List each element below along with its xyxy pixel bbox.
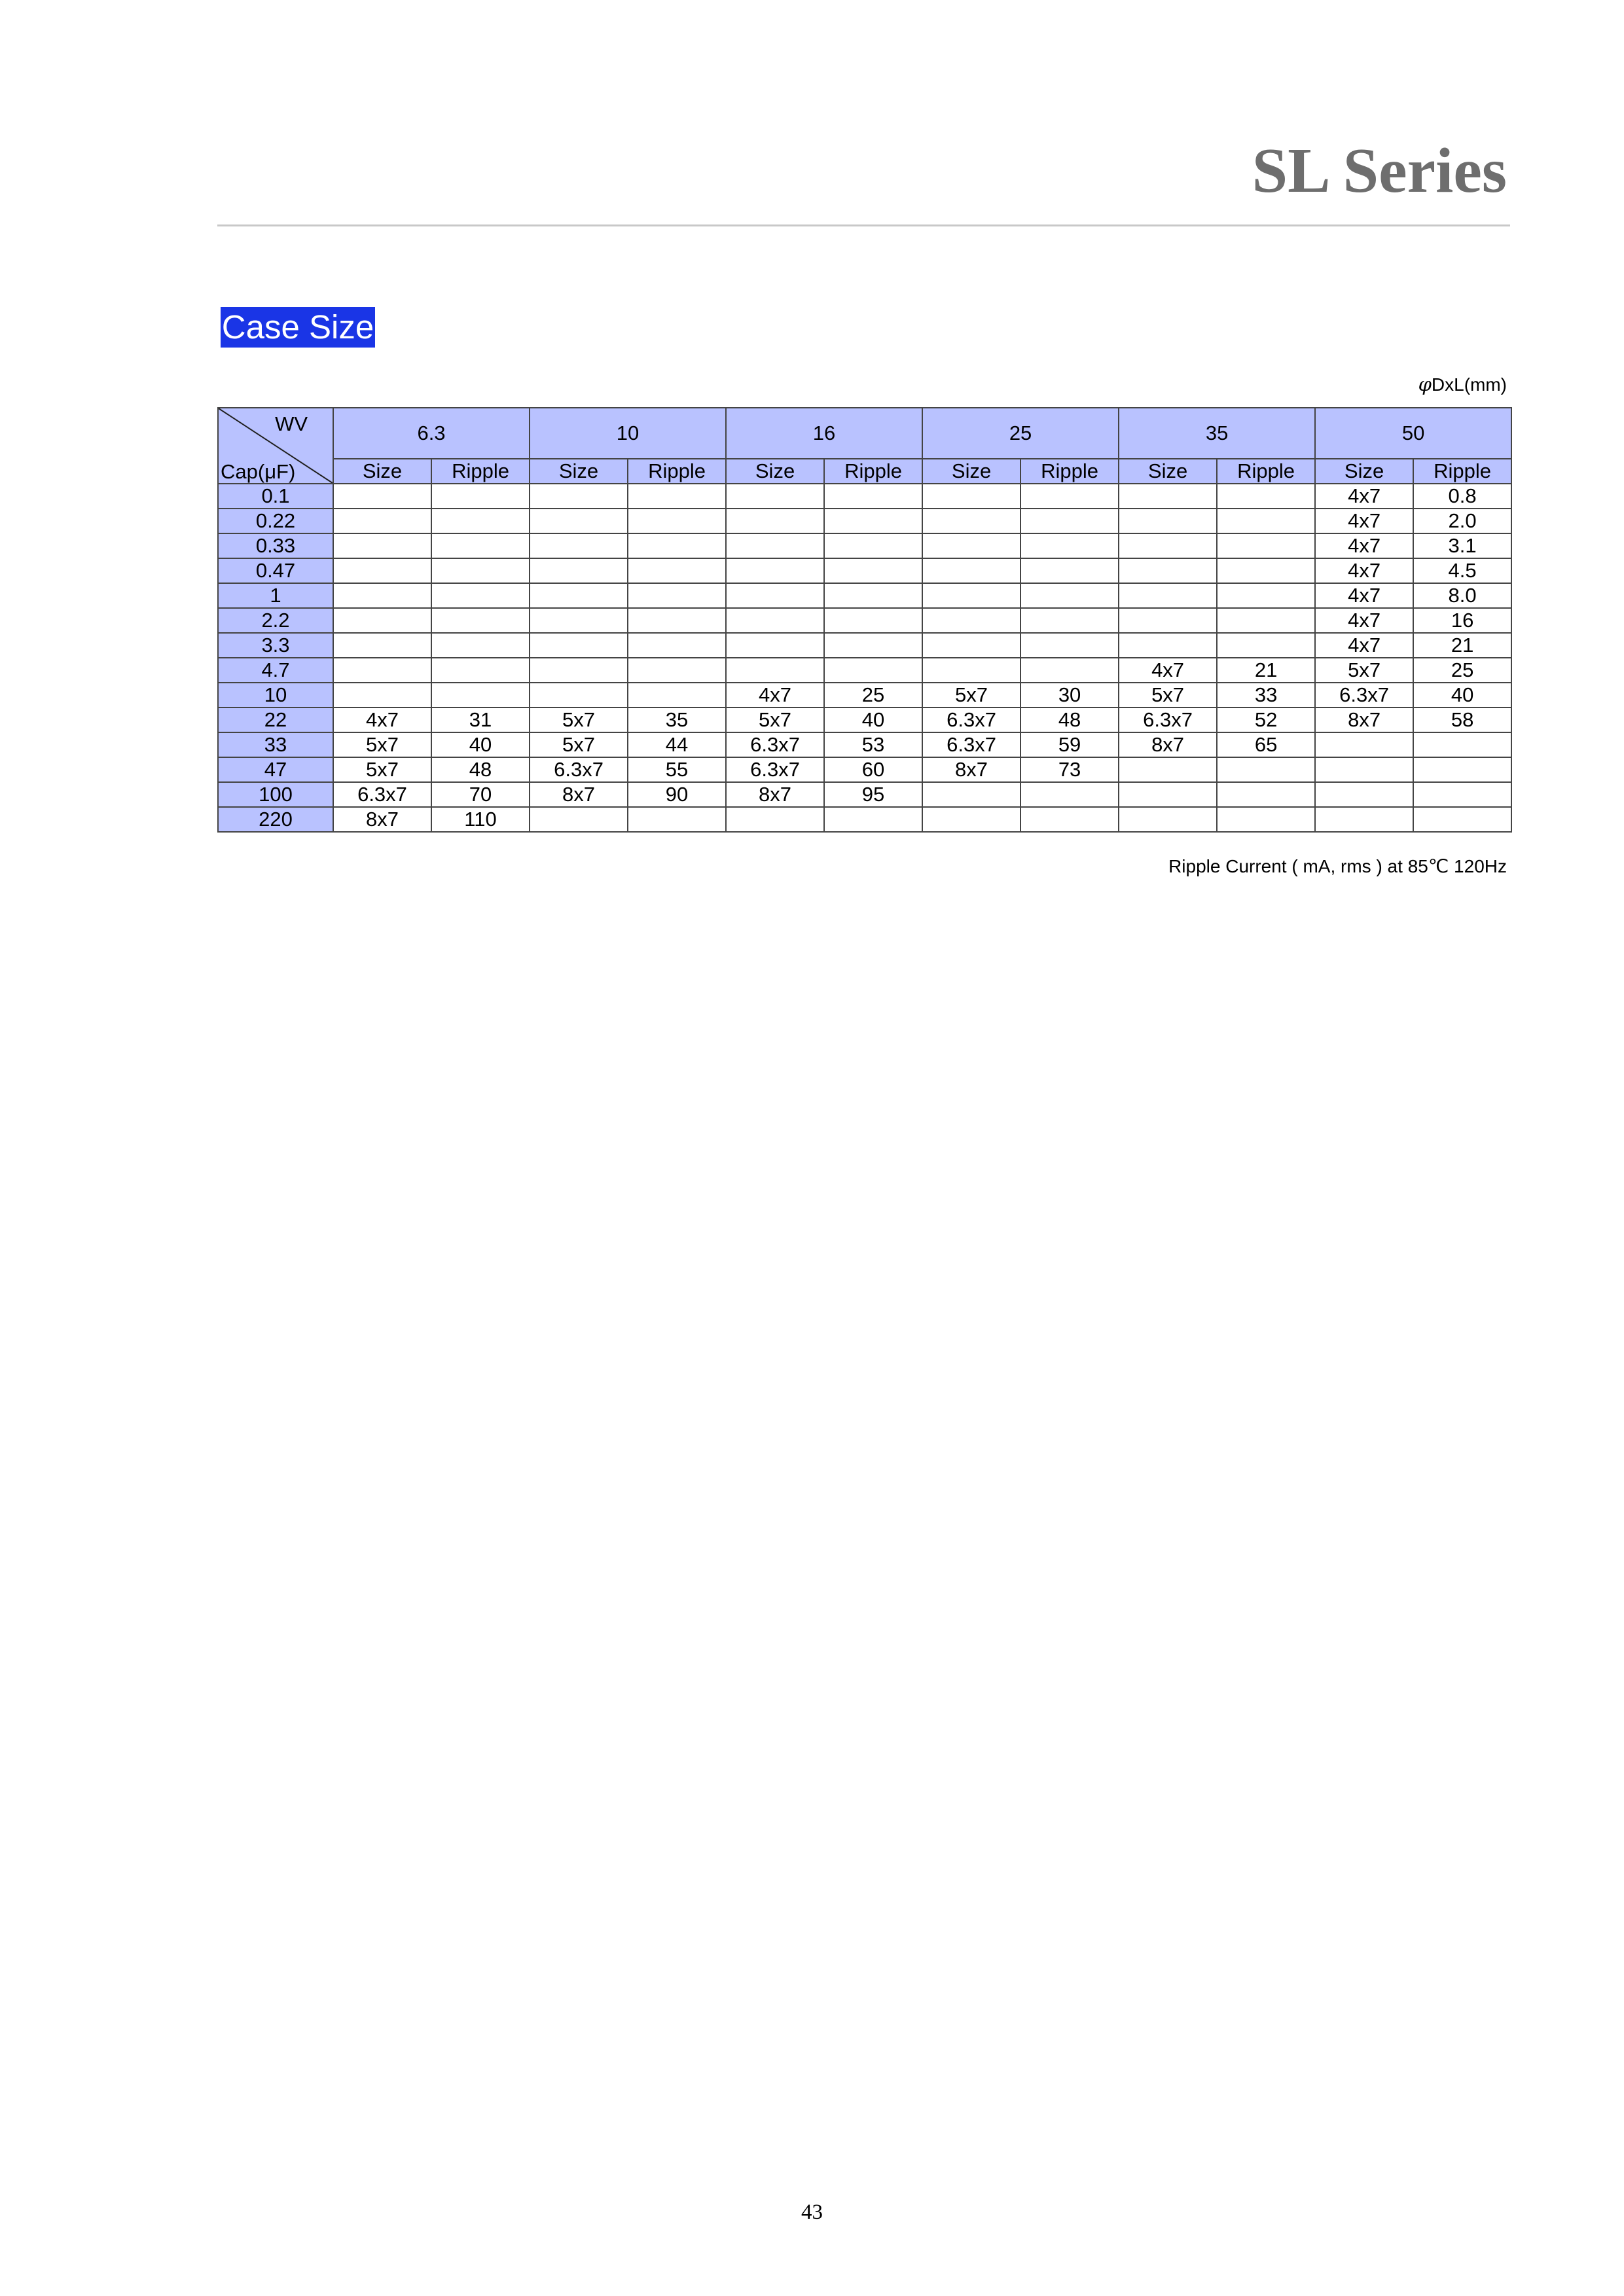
size-cell [1119,509,1217,533]
capacitance-cell: 3.3 [218,633,333,658]
ripple-header: Ripple [1217,459,1315,484]
table-row [218,583,1511,608]
size-cell: 4x7 [1315,533,1413,558]
capacitance-cell: 47 [218,757,333,782]
size-cell: 4x7 [1315,558,1413,583]
size-cell [922,484,1020,509]
ripple-cell [1217,608,1315,633]
size-header: Size [922,459,1020,484]
ripple-cell [431,608,530,633]
ripple-cell [1413,732,1511,757]
size-header: Size [1119,459,1217,484]
size-cell [1119,782,1217,807]
table-row [218,732,1511,757]
size-cell [922,509,1020,533]
ripple-cell [824,608,922,633]
ripple-cell [628,558,726,583]
size-cell [333,658,431,683]
size-cell: 8x7 [922,757,1020,782]
size-cell [1119,633,1217,658]
ripple-cell: 2.0 [1413,509,1511,533]
ripple-cell [824,484,922,509]
ripple-cell: 73 [1020,757,1119,782]
size-cell: 8x7 [1315,708,1413,732]
size-cell [530,509,628,533]
wv-label: WV [275,412,308,435]
size-cell [1315,782,1413,807]
size-cell: 6.3x7 [333,782,431,807]
table-row [218,708,1511,732]
voltage-header: 35 [1119,408,1315,459]
ripple-cell [1020,658,1119,683]
ripple-cell [431,683,530,708]
ripple-cell [1217,633,1315,658]
size-cell: 6.3x7 [726,757,824,782]
size-cell [1119,757,1217,782]
size-cell [333,484,431,509]
ripple-cell [824,658,922,683]
size-cell [333,683,431,708]
ripple-cell: 95 [824,782,922,807]
ripple-cell [824,533,922,558]
ripple-cell [1020,583,1119,608]
table-row [218,509,1511,533]
voltage-header-row [218,408,1511,459]
table-row [218,658,1511,683]
ripple-cell [431,533,530,558]
size-cell [922,558,1020,583]
size-cell [530,807,628,832]
ripple-cell: 48 [1020,708,1119,732]
ripple-footnote: Ripple Current ( mA, rms ) at 85℃ 120Hz [1168,856,1507,876]
ripple-cell [628,658,726,683]
ripple-header: Ripple [824,459,922,484]
ripple-cell: 55 [628,757,726,782]
capacitance-cell: 4.7 [218,658,333,683]
size-cell [922,807,1020,832]
table-row [218,558,1511,583]
size-cell: 8x7 [333,807,431,832]
ripple-cell [1217,558,1315,583]
size-cell: 6.3x7 [1119,708,1217,732]
ripple-cell: 21 [1413,633,1511,658]
table-row [218,533,1511,558]
ripple-cell [1413,757,1511,782]
ripple-header: Ripple [431,459,530,484]
ripple-cell: 48 [431,757,530,782]
size-cell [726,658,824,683]
series-title: SL Series [1252,135,1507,206]
size-cell [530,484,628,509]
size-cell: 6.3x7 [922,732,1020,757]
ripple-cell [1217,484,1315,509]
size-cell: 5x7 [530,708,628,732]
size-cell [1119,807,1217,832]
ripple-cell [628,509,726,533]
ripple-cell: 40 [431,732,530,757]
size-cell [530,658,628,683]
table-row [218,807,1511,832]
ripple-cell: 53 [824,732,922,757]
size-cell [922,583,1020,608]
size-cell [1119,608,1217,633]
ripple-cell [1020,484,1119,509]
size-cell: 8x7 [1119,732,1217,757]
size-cell [726,558,824,583]
size-cell: 5x7 [1315,658,1413,683]
size-cell: 6.3x7 [726,732,824,757]
ripple-cell [628,533,726,558]
ripple-cell [1413,807,1511,832]
table-row [218,633,1511,658]
ripple-cell: 3.1 [1413,533,1511,558]
capacitance-cell: 33 [218,732,333,757]
ripple-cell: 52 [1217,708,1315,732]
ripple-cell [1020,807,1119,832]
ripple-cell [1217,533,1315,558]
size-cell [1119,484,1217,509]
ripple-cell [1020,782,1119,807]
size-cell [530,583,628,608]
size-cell [530,683,628,708]
voltage-header: 25 [922,408,1119,459]
size-cell [1119,558,1217,583]
ripple-cell [628,583,726,608]
ripple-cell [431,484,530,509]
ripple-cell: 65 [1217,732,1315,757]
size-cell [530,633,628,658]
size-cell: 6.3x7 [922,708,1020,732]
ripple-cell [431,633,530,658]
ripple-cell: 60 [824,757,922,782]
size-cell [333,583,431,608]
units-note [1418,373,1507,395]
size-cell [1315,757,1413,782]
size-cell [922,533,1020,558]
ripple-header: Ripple [628,459,726,484]
ripple-cell: 25 [1413,658,1511,683]
section-title: Case Size [221,307,375,348]
ripple-cell [431,558,530,583]
ripple-cell [1413,782,1511,807]
ripple-cell: 0.8 [1413,484,1511,509]
size-cell [333,533,431,558]
size-header: Size [333,459,431,484]
size-cell: 6.3x7 [1315,683,1413,708]
ripple-cell: 35 [628,708,726,732]
case-size-table [217,407,1512,833]
size-cell [530,608,628,633]
ripple-cell [628,484,726,509]
size-cell: 5x7 [726,708,824,732]
size-cell [922,658,1020,683]
capacitance-cell: 100 [218,782,333,807]
size-cell [726,633,824,658]
units-text: DxL(mm) [1431,374,1507,395]
size-cell: 4x7 [1315,509,1413,533]
ripple-cell [1217,583,1315,608]
size-cell: 6.3x7 [530,757,628,782]
ripple-header: Ripple [1413,459,1511,484]
size-cell: 4x7 [726,683,824,708]
ripple-cell: 58 [1413,708,1511,732]
ripple-cell: 44 [628,732,726,757]
table-row [218,782,1511,807]
sub-header-row [218,459,1511,484]
ripple-cell: 59 [1020,732,1119,757]
cap-label: Cap(μF) [221,460,296,483]
size-cell: 4x7 [1315,608,1413,633]
ripple-cell [1020,509,1119,533]
capacitance-cell: 10 [218,683,333,708]
size-cell [1119,533,1217,558]
ripple-header: Ripple [1020,459,1119,484]
capacitance-cell: 0.33 [218,533,333,558]
size-cell: 5x7 [333,757,431,782]
size-cell: 5x7 [1119,683,1217,708]
size-cell: 5x7 [922,683,1020,708]
ripple-cell: 70 [431,782,530,807]
voltage-header: 50 [1315,408,1511,459]
ripple-cell: 90 [628,782,726,807]
ripple-cell [628,683,726,708]
size-header: Size [726,459,824,484]
size-cell [1315,807,1413,832]
size-header: Size [530,459,628,484]
ripple-cell [1020,633,1119,658]
size-header: Size [1315,459,1413,484]
ripple-cell [628,807,726,832]
ripple-cell [431,658,530,683]
table-row [218,757,1511,782]
ripple-cell: 33 [1217,683,1315,708]
ripple-cell [431,583,530,608]
capacitance-cell: 220 [218,807,333,832]
size-cell [726,583,824,608]
size-cell [726,608,824,633]
ripple-cell [1217,807,1315,832]
voltage-header: 16 [726,408,922,459]
size-cell [333,633,431,658]
size-cell [530,558,628,583]
size-cell: 4x7 [1315,484,1413,509]
table-row [218,484,1511,509]
voltage-header: 10 [530,408,726,459]
ripple-cell [824,509,922,533]
ripple-cell [824,633,922,658]
capacitance-cell: 22 [218,708,333,732]
ripple-cell [1217,509,1315,533]
table-row [218,683,1511,708]
ripple-cell: 4.5 [1413,558,1511,583]
size-cell: 4x7 [1315,633,1413,658]
size-cell [530,533,628,558]
ripple-cell [431,509,530,533]
size-cell [726,484,824,509]
size-cell [1315,732,1413,757]
size-cell: 8x7 [530,782,628,807]
size-cell [922,633,1020,658]
size-cell [726,533,824,558]
size-cell [333,608,431,633]
ripple-cell [824,558,922,583]
size-cell [333,558,431,583]
ripple-cell [1217,757,1315,782]
ripple-cell [628,608,726,633]
ripple-cell [1020,558,1119,583]
ripple-cell [824,807,922,832]
ripple-cell: 21 [1217,658,1315,683]
size-cell [726,509,824,533]
ripple-cell [1020,608,1119,633]
table-body [218,484,1511,832]
size-cell: 4x7 [333,708,431,732]
capacitance-cell: 0.22 [218,509,333,533]
size-cell [922,608,1020,633]
ripple-cell [1020,533,1119,558]
ripple-cell: 8.0 [1413,583,1511,608]
size-cell [922,782,1020,807]
size-cell [726,807,824,832]
corner-header [218,408,333,484]
ripple-cell: 25 [824,683,922,708]
voltage-header: 6.3 [333,408,530,459]
size-cell [333,509,431,533]
table-row [218,608,1511,633]
header-rule [217,224,1510,226]
ripple-cell [1217,782,1315,807]
size-cell: 5x7 [333,732,431,757]
size-cell: 5x7 [530,732,628,757]
size-cell: 4x7 [1315,583,1413,608]
ripple-cell: 31 [431,708,530,732]
capacitance-cell: 1 [218,583,333,608]
capacitance-cell: 0.47 [218,558,333,583]
ripple-cell: 40 [1413,683,1511,708]
capacitance-cell: 0.1 [218,484,333,509]
size-cell [1119,583,1217,608]
ripple-cell [824,583,922,608]
ripple-cell: 30 [1020,683,1119,708]
size-cell: 4x7 [1119,658,1217,683]
size-cell: 8x7 [726,782,824,807]
ripple-cell: 16 [1413,608,1511,633]
capacitance-cell: 2.2 [218,608,333,633]
ripple-cell: 40 [824,708,922,732]
page-number: 43 [801,2200,823,2224]
ripple-cell: 110 [431,807,530,832]
ripple-cell [628,633,726,658]
phi-symbol: φ [1418,373,1432,395]
